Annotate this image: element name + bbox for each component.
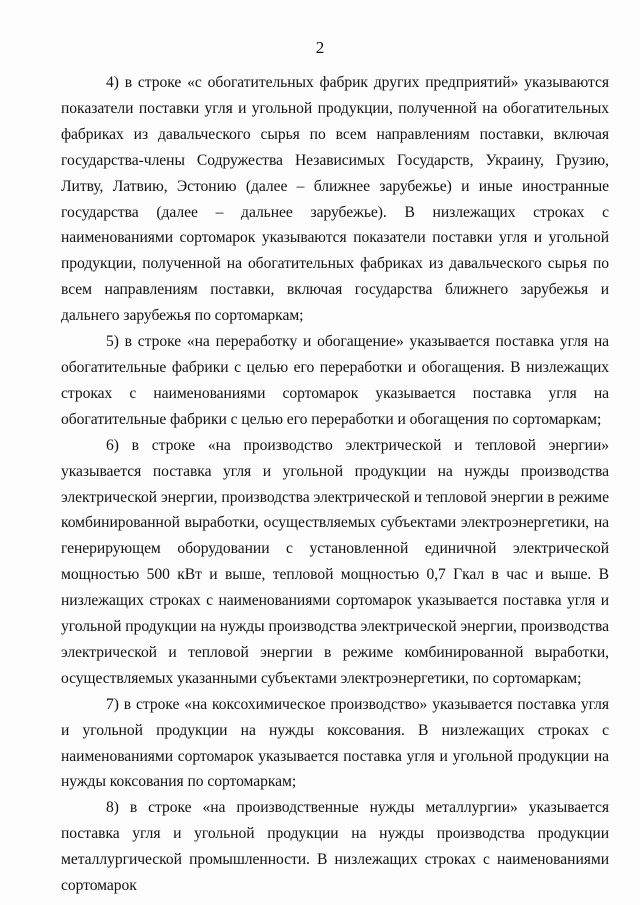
document-body <box>61 70 609 899</box>
paragraph-item-8: 8) в строке «на производственные нужды металлургии» указывается поставка угля и угольной продукции на нужды производства продукции металлургической промышленности. В низлежащих строках с наименованиями сортомарок <box>61 799 609 895</box>
paragraph-item-7: 7) в строке «на коксохимическое производство» указывается поставка угля и угольной продукции на нужды коксования. В низлежащих строках с наименованиями сортомарок указывается поставка угля и угольной продукции на нужды коксования по сортомаркам; <box>61 695 609 791</box>
paragraph-item-4: 4) в строке «с обогатительных фабрик других предприятий» указываются показатели поставки угля и угольной продукции, полученной на обогатительных фабриках из давальческого сырья по всем направлениям поставки, включая государства-члены Содружества Независимых Государств, Украину, Грузию, Литву, Латвию, Эстонию (далее – ближнее зарубежье) и иные иностранные государства (далее – дальнее зарубежье). В низлежащих строках с наименованиями сортомарок указываются показатели поставки угля и угольной продукции, полученной на обогатительных фабриках из давальческого сырья по всем направлениям поставки, включая государства ближнего зарубежья и дальнего зарубежья по сортомаркам; <box>61 74 609 325</box>
page-number: 2 <box>315 38 325 57</box>
paragraph-item-5: 5) в строке «на переработку и обогащение» указывается поставка угля на обогатительные фабрики с целью его переработки и обогащения. В низлежащих строках с наименованиями сортомарок указывается поставка угля на обогатительные фабрики с целью его переработки и обогащения по сортомаркам; <box>61 333 609 428</box>
paragraph-item-6: 6) в строке «на производство электрической и тепловой энергии» указывается поставка угля и угольной продукции на нужды производства электрической энергии, производства электрической и тепловой энергии в режиме комбинированной выработки, осуществляемых субъектами электроэнергетики, на генерирующем оборудовании с установленной единичной электрической мощностью 500 кВт и выше, тепловой мощностью 0,7 Гкал в час и выше. В низлежащих строках с наименованиями сортомарок указывается поставка угля и угольной продукции на нужды производства электрической энергии, производства электрической и тепловой энергии в режиме комбинированной выработки, осуществляемых указанными субъектами электроэнергетики, по сортомаркам; <box>61 436 609 687</box>
